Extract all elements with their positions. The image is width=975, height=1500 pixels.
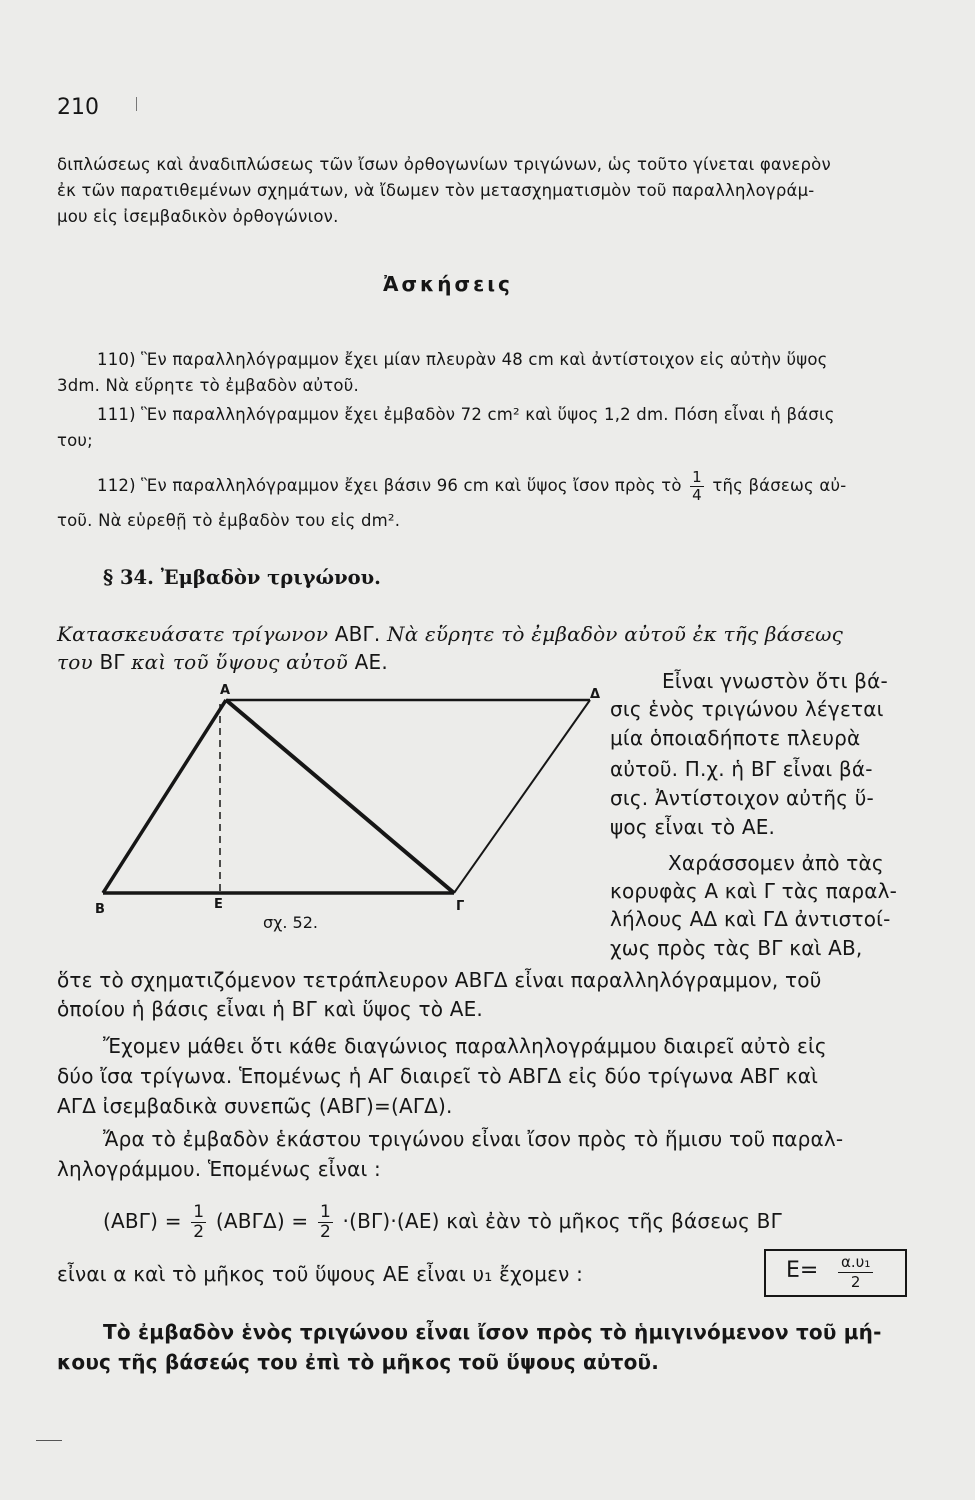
body-line-5: ΑΓΔ ἰσεμβαδικὰ συνεπῶς (ΑΒΓ)=(ΑΓΔ).: [57, 1094, 453, 1118]
side-text-line-8: κορυφὰς Α καὶ Γ τὰς παραλ-: [610, 879, 898, 903]
formula-box-fraction: [838, 1255, 873, 1290]
body-line-3: Ἔχομεν μάθει ὅτι κάθε διαγώνιος παραλληλογράμμου διαιρεῖ αὐτὸ εἰς: [103, 1034, 827, 1058]
section-title: § 34. Ἐμβαδὸν τριγώνου.: [103, 566, 381, 589]
exercise-110-line-1: 110) Ἓν παραλληλόγραμμον ἔχει μίαν πλευρὰν 48 cm καὶ ἀντίστοιχον εἰς αὐτὴν ὕψος: [97, 350, 828, 369]
intro-line-2: ἐκ τῶν παρατιθεμένων σχημάτων, νὰ ἴδωμεν τὸν μετασχηματισμὸν τοῦ παραλληλογράμ-: [57, 181, 815, 200]
intro-line-1: διπλώσεως καὶ ἀναδιπλώσεως τῶν ἴσων ὀρθογωνίων τριγώνων, ὡς τοῦτο γίνεται φανερὸν: [57, 155, 831, 174]
problem-text-a: Κατασκευάσατε τρίγωνον: [57, 622, 329, 646]
page-number: 210: [57, 95, 99, 120]
body-line-6: Ἄρα τὸ ἐμβαδὸν ἑκάστου τριγώνου εἶναι ἴσον πρὸς τὸ ἥμισυ τοῦ παραλ-: [103, 1127, 844, 1151]
side-text-line-3: μία ὁποιαδήποτε πλευρὰ: [610, 726, 861, 750]
exercise-112-line-2: τοῦ. Νὰ εὑρεθῇ τὸ ἐμβαδὸν του εἰς dm².: [57, 511, 401, 530]
fraction-one-quarter: [690, 470, 704, 503]
body-line-1: ὅτε τὸ σχηματιζόμενον τετράπλευρον ΑΒΓΔ εἶναι παραλληλόγραμμον, τοῦ: [57, 968, 822, 992]
formula-fraction-1-den: 2: [193, 1222, 205, 1242]
exercise-111-line-1: 111) Ἓν παραλληλόγραμμον ἔχει ἐμβαδὸν 72 cm² καὶ ὕψος 1,2 dm. Πόση εἶναι ἡ βάσις: [97, 405, 835, 424]
conclusion-line-2: κους τῆς βάσεώς του ἐπὶ τὸ μῆκος τοῦ ὕψους αὐτοῦ.: [57, 1350, 660, 1374]
exercise-112-text-a: 112) Ἓν παραλληλόγραμμον ἔχει βάσιν 96 cm καὶ ὕψος ἴσον πρὸς τὸ: [97, 476, 682, 495]
side-text-line-4: αὐτοῦ. Π.χ. ἡ ΒΓ εἶναι βά-: [610, 757, 873, 781]
body-line-2: ὁποίου ἡ βάσις εἶναι ἡ ΒΓ καὶ ὕψος τὸ ΑΕ.: [57, 997, 483, 1021]
problem-text-e: καὶ τοῦ ὕψους αὐτοῦ: [131, 650, 349, 674]
problem-text-d: του: [57, 650, 93, 674]
exercise-110-line-2: 3dm. Νὰ εὕρητε τὸ ἐμβαδὸν αὐτοῦ.: [57, 376, 359, 395]
formula-box-numerator: α.υ₁: [838, 1255, 873, 1273]
formula-line-2: εἶναι α καὶ τὸ μῆκος τοῦ ὕψους ΑΕ εἶναι υ₁ ἔχομεν :: [57, 1262, 584, 1286]
exercise-112-text-b: τῆς βάσεως αὐ-: [712, 476, 847, 495]
label-B: Β: [95, 902, 105, 917]
problem-text-c: Νὰ εὕρητε τὸ ἐμβαδὸν αὐτοῦ ἐκ τῆς βάσεως: [387, 622, 844, 646]
formula-part-2: (ΑΒΓΔ) =: [215, 1209, 309, 1233]
bottom-margin-mark: [36, 1440, 62, 1441]
side-text-line-10: χως πρὸς τὰς ΒΓ καὶ ΑΒ,: [610, 936, 863, 960]
segment-DG: [454, 700, 590, 893]
label-E: Ε: [214, 897, 223, 912]
segment-AG: [226, 700, 454, 893]
problem-line-2: [57, 650, 388, 674]
margin-mark: [136, 97, 137, 111]
formula-line-1: [103, 1204, 782, 1241]
side-text-line-7: Χαράσσομεν ἀπὸ τὰς: [668, 851, 884, 875]
problem-base-name: ΒΓ: [99, 650, 125, 674]
figure-52: [90, 680, 610, 935]
body-line-7: ληλογράμμου. Ἑπομένως εἶναι :: [57, 1157, 381, 1181]
exercise-112-line-1: [97, 470, 846, 503]
fraction-numerator: 1: [692, 468, 702, 486]
problem-height-name: ΑΕ.: [354, 650, 388, 674]
formula-fraction-2: [318, 1204, 333, 1241]
problem-triangle-name: ΑΒΓ.: [334, 622, 381, 646]
intro-line-3: μου εἰς ἰσεμβαδικὸν ὀρθογώνιον.: [57, 207, 339, 226]
problem-line-1: [57, 622, 843, 646]
formula-box-denominator: 2: [850, 1273, 861, 1291]
conclusion-line-1: Τὸ ἐμβαδὸν ἑνὸς τριγώνου εἶναι ἴσον πρὸς τὸ ἡμιγινόμενον τοῦ μή-: [103, 1320, 882, 1344]
figure-caption: σχ. 52.: [263, 913, 318, 932]
formula-box-lhs: Ε=: [786, 1258, 819, 1283]
formula-fraction-1: [191, 1204, 206, 1241]
formula-fraction-2-num: 1: [319, 1202, 331, 1222]
fraction-denominator: 4: [692, 486, 702, 504]
label-G: Γ: [456, 899, 465, 914]
formula-part-3: ·(ΒΓ)·(ΑΕ) καὶ ἐὰν τὸ μῆκος τῆς βάσεως ΒΓ: [342, 1209, 782, 1233]
side-text-line-6: ψος εἶναι τὸ ΑΕ.: [610, 815, 776, 839]
exercises-heading: Ἀσκήσεις: [383, 272, 513, 296]
formula-fraction-1-num: 1: [193, 1202, 205, 1222]
body-line-4: δύο ἴσα τρίγωνα. Ἑπομένως ἡ ΑΓ διαιρεῖ τὸ ΑΒΓΔ εἰς δύο τρίγωνα ΑΒΓ καὶ: [57, 1064, 819, 1088]
exercise-111-line-2: του;: [57, 431, 93, 450]
label-A: Α: [220, 683, 231, 698]
formula-box: [764, 1249, 907, 1297]
segment-AB: [103, 700, 226, 893]
side-text-line-9: λήλους ΑΔ καὶ ΓΔ ἀντιστοί-: [610, 907, 891, 931]
side-text-line-1: Εἶναι γνωστὸν ὅτι βά-: [662, 669, 888, 693]
formula-fraction-2-den: 2: [319, 1222, 331, 1242]
formula-part-1: (ΑΒΓ) =: [103, 1209, 182, 1233]
side-text-line-2: σις ἑνὸς τριγώνου λέγεται: [610, 697, 884, 721]
side-text-line-5: σις. Ἀντίστοιχον αὐτῆς ὕ-: [610, 786, 874, 810]
label-D: Δ: [590, 687, 601, 702]
